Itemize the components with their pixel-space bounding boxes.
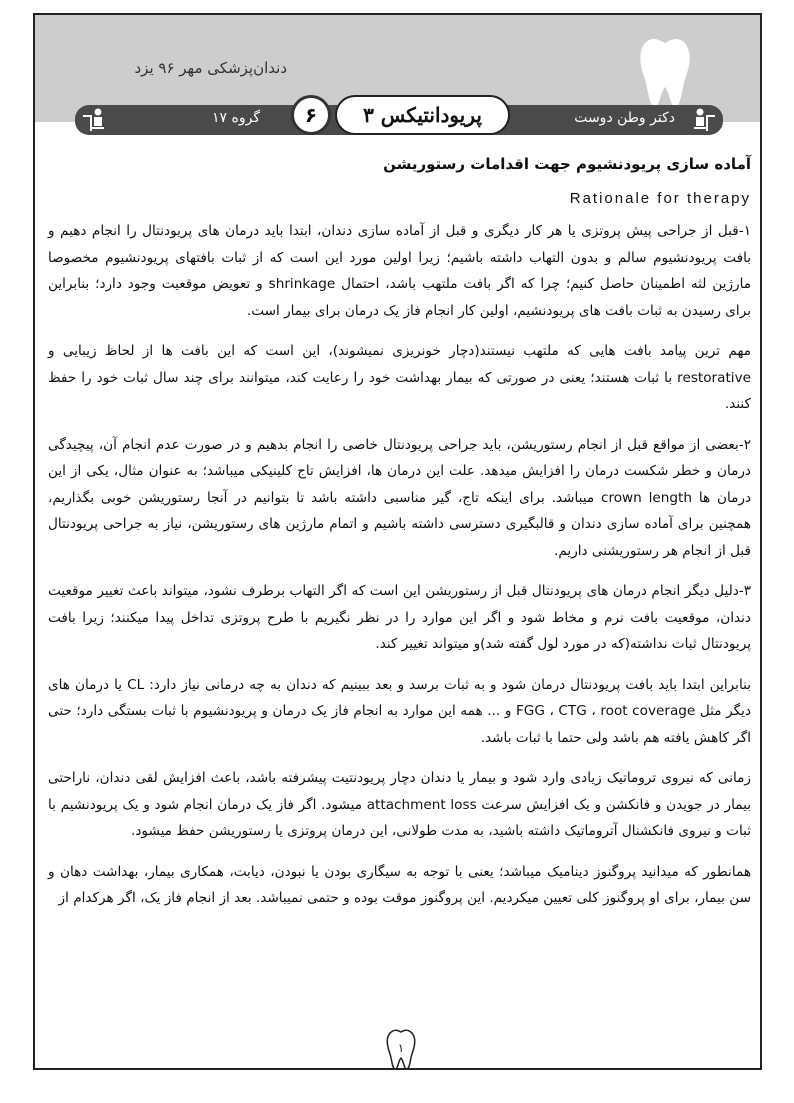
course-line: دندان‌پزشکی مهر ۹۶ یزد: [134, 59, 287, 77]
section-title: آماده سازی پریودنشیوم جهت اقدامات رستوریشن: [383, 155, 751, 173]
page-number: ۱: [397, 1041, 405, 1055]
paragraph: همانطور که میدانید پروگنوز دینامیک میباشد؛ یعنی با توجه به سیگاری بودن یا نبودن، دیابت، همکاری بیمار، بهداشت دهان و سن بیمار، برای او پروگنوز کلی تعیین میکردیم. این پروگنوز موقت بوده و حتمی نمیباشد. بعد از انجام فاز یک، اگر هرکدام از: [48, 863, 751, 906]
paragraph: ۱-قبل از جراحی پیش پروتزی یا هر کار دیگری و قبل از آماده سازی دندان، ابتدا باید درمان های پریودنتال را انجام دهیم و بافت پریودنشیوم سالم و بدون التهاب داشته باشیم؛ زیرا اولین مورد این است که از ثبات بافتهای پریودنشیوم مخصوصا مارژین لثه اطمینان حاصل کنیم؛ چرا که اگر بافت ملتهب باشد، احتمال shrinkage و تعویض موقعیت وجود دارد؛ بنابراین برای رسیدن به ثبات بافت های پریودنشیم، اولین کار انجام فاز یک درمان برای بیمار است.: [48, 223, 752, 319]
tooth-icon: [635, 35, 695, 110]
subtitle: Rationale for therapy: [569, 189, 751, 207]
teacher-name: دکتر وطن دوست: [574, 110, 675, 126]
session-number: ۶: [291, 95, 331, 135]
page-tooth-icon: [384, 1028, 418, 1070]
course-title: پریودانتیکس ۳: [335, 95, 510, 135]
group-label: گروه ۱۷: [212, 110, 260, 126]
dentist-icon: [81, 107, 107, 133]
paragraph: ۲-بعضی از مواقع قبل از انجام رستوریشن، باید جراحی پریودنتال خاصی را انجام بدهیم و در صورت عدم انجام آن، پیچیدگی درمان و خطر شکست درمان را افزایش میدهد. علت این درمان ها، افزایش تاج کلینیکی میباشد؛ به عنوان مثال، یکی از این درمان ها crown length میباشد. برای اینکه تاج، گیر مناسبی داشته باشد تا بتوانیم در آنجا رستوریشن خوبی بگذاریم، همچنین برای آماده سازی دندان و قالبگیری دسترسی داشته باشیم و اتمام مارژین های رستوریشن، نیاز به جراحی پریودنتال قبل از انجام هر رستوریشنی داریم.: [48, 436, 751, 559]
paragraph: مهم ترین پیامد بافت هایی که ملتهب نیستند(دچار خونریزی نمیشوند)، این است که این بافت ها از لحاظ زیبایی و restorative با ثبات هستند؛ یعنی در صورتی که بیمار بهداشت خود را رعایت کند، میتوانند برای چند سال ثبات خود را حفظ کنند.: [48, 343, 751, 412]
document-body: [48, 151, 751, 926]
paragraph: ۳-دلیل دیگر انجام درمان های پریودنتال قبل از رستوریشن این است که اگر التهاب برطرف نشود، میتواند باعث تغییر موقعیت دندان، موقعیت بافت نرم و مخاط شود و اگر این موارد را در نظر نگیریم با طرح پروتزی تداخل پیدا میکنند؛ زیرا بافت پریودنتال ثبات نداشته(که در مورد لول گفته شد)و میتواند تغییر کند.: [48, 583, 751, 652]
page-frame: [33, 13, 762, 1070]
paragraph: بنابراین ابتدا باید بافت پریودنتال درمان شود و به ثبات برسد و بعد ببینیم که دندان به چه درمانی نیاز دارد: CL یا درمان های دیگر مثل FGG ، CTG ، root coverage و ... همه این موارد به انجام فاز یک درمان و پریودنشیوم با ثبات بستگی دارد؛ حتی اگر کاهش یافته هم باشد ولی حتما با ثبات باشد.: [48, 676, 751, 746]
paragraph: زمانی که نیروی تروماتیک زیادی وارد شود و بیمار یا دندان دچار پریودنتیت پیشرفته باشد، باعث افزایش لقی دندان، ناراحتی بیمار در جویدن و فانکشن و یک افزایش سرعت attachment loss میشود. اگر فاز یک درمان انجام شود و یک پریودنشیم با ثبات و نیروی فانکشنال آتروماتیک داشته باشید، به مدت طولانی، این درمان پروتزی یا رستوریشن حفظ میشود.: [48, 770, 751, 839]
dentist-icon: [691, 107, 717, 133]
